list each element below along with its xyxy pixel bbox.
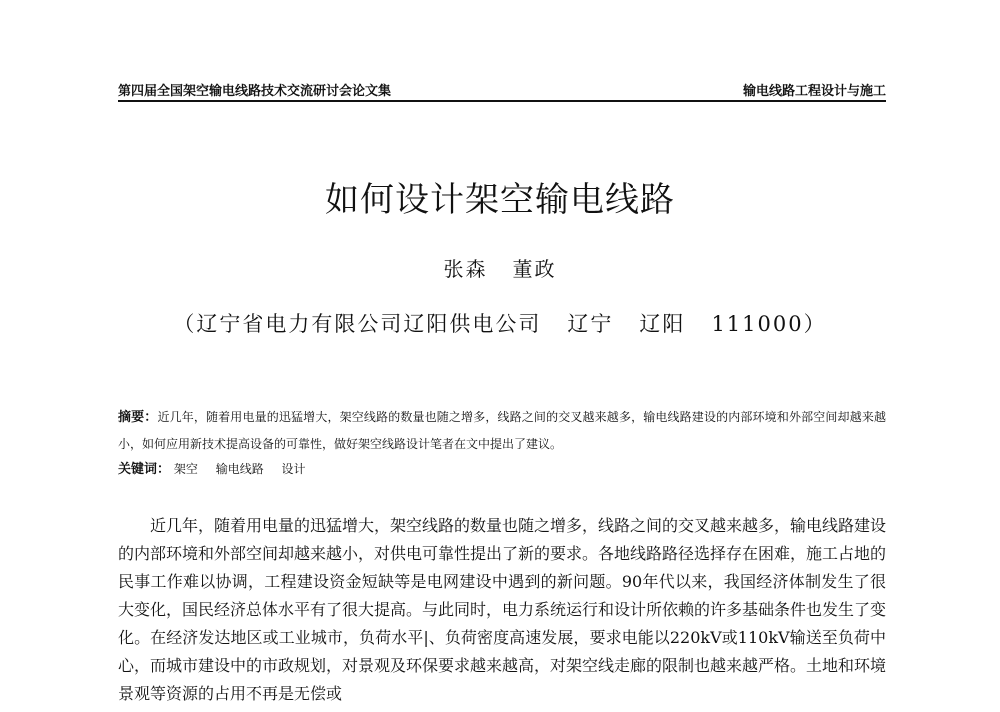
running-header: [118, 78, 886, 102]
body-paragraph: 近几年，随着用电量的迅猛增大，架空线路的数量也随之增多，线路之间的交叉越来越多，输电线路建设的内部环境和外部空间却越来越小，对供电可靠性提出了新的要求。各地线路路径选择存在困难，施工占地的民事工作难以协调，工程建设资金短缺等是电网建设中遇到的新问题。90年代以来，我国经济体制发生了很大变化，国民经济总体水平有了很大提高。与此同时，电力系统运行和设计所依赖的许多基础条件也发生了变化。在经济发达地区或工业城市，负荷水平|、负荷密度高速发展，要求电能以220kV或110kV输送至负荷中心，而城市建设中的市政规划，对景观及环保要求越来越高，对架空线走廊的限制也越来越严格。土地和环境景观等资源的占用不再是无偿或: [118, 516, 887, 703]
abstract-label: 摘要：: [118, 410, 158, 425]
paper-title: 如何设计架空输电线路: [325, 180, 675, 220]
keywords: [118, 458, 886, 481]
section-title: 输电线路工程设计与施工: [742, 84, 886, 99]
paper-authors: 张森 董政: [443, 257, 557, 281]
keyword: 输电线路: [215, 462, 264, 476]
keywords-label: 关键词：: [118, 462, 171, 477]
keyword: 设计: [281, 462, 306, 476]
author-affiliation: （辽宁省电力有限公司辽阳供电公司 辽宁 辽阳 111000）: [173, 312, 827, 336]
proceedings-title: 第四届全国架空输电线路技术交流研讨会论文集: [118, 84, 392, 99]
abstract: [118, 404, 886, 457]
abstract-text: 近几年，随着用电量的迅猛增大，架空线路的数量也随之增多，线路之间的交叉越来越多，输电线路建设的内部环境和外部空间却越来越小，如何应用新技术提高设备的可靠性，做好架空线路设计笔者在文中提出了建议。: [118, 410, 886, 451]
keyword: 架空: [173, 462, 198, 476]
